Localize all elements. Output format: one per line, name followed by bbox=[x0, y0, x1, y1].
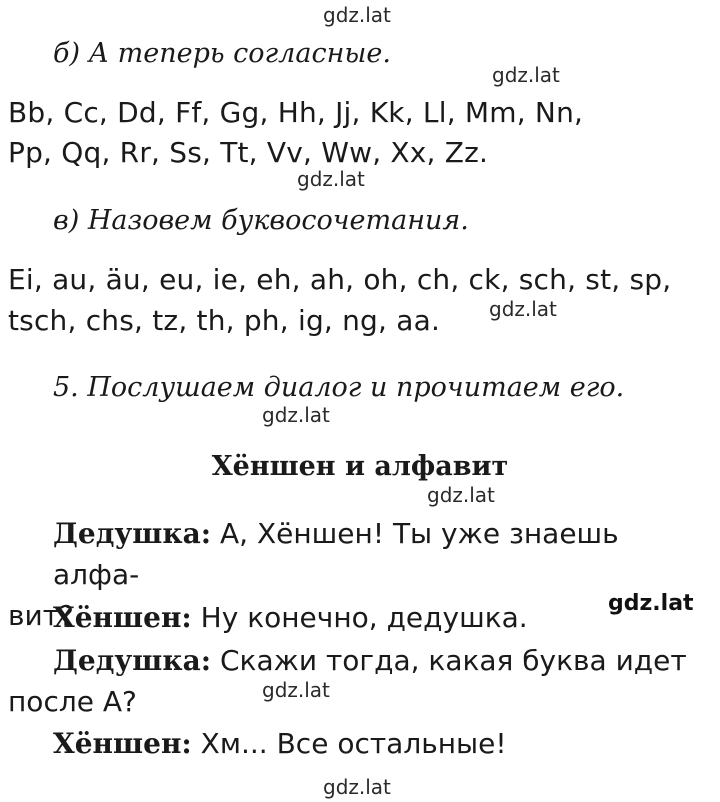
speaker-hoenschen: Хёншен: bbox=[53, 601, 192, 634]
watermark: gdz.lat bbox=[608, 591, 694, 616]
dialog-line-4 bbox=[8, 723, 708, 764]
dialog-line-3 bbox=[8, 640, 708, 722]
watermark: gdz.lat bbox=[262, 678, 330, 702]
dialog-line-2-first bbox=[8, 597, 708, 638]
dialog-line-4-first bbox=[8, 723, 708, 764]
watermark: gdz.lat bbox=[323, 775, 391, 799]
speaker-grandpa: Дедушка: bbox=[53, 644, 212, 677]
task-5-heading: 5. Послушаем диалог и прочитаем его. bbox=[53, 372, 625, 403]
dialog-text: А, Хёншен! Ты уже знаешь алфа- bbox=[53, 517, 619, 591]
dialog-line-3-first bbox=[8, 640, 708, 681]
section-v-heading: в) Назовем буквосочетания. bbox=[53, 205, 469, 236]
dialog-continuation: после А? bbox=[8, 685, 137, 718]
dialog-continuation: вит? bbox=[8, 599, 74, 632]
dialog-text: Хм... Все остальные! bbox=[191, 727, 507, 760]
dialog-line-2 bbox=[8, 597, 708, 638]
letter-combinations-line-1: Ei, au, äu, eu, ie, eh, ah, oh, ch, ck, sch, st, sp, bbox=[8, 263, 672, 296]
dialog-text: Скажи тогда, какая буква идет bbox=[211, 644, 687, 677]
dialog-line-1-first bbox=[8, 513, 708, 595]
watermark: gdz.lat bbox=[489, 297, 557, 321]
speaker-hoenschen: Хёншен: bbox=[53, 727, 192, 760]
dialog-title: Хёншен и алфавит bbox=[211, 451, 509, 482]
section-b-heading: б) А теперь согласные. bbox=[53, 38, 391, 69]
watermark: gdz.lat bbox=[492, 63, 560, 87]
consonants-line-2: Pp, Qq, Rr, Ss, Tt, Vv, Ww, Xx, Zz. bbox=[8, 136, 489, 169]
letter-combinations-line-2: tsch, chs, tz, th, ph, ig, ng, aa. bbox=[8, 304, 441, 337]
dialog-text: Ну конечно, дедушка. bbox=[191, 601, 528, 634]
watermark: gdz.lat bbox=[427, 483, 495, 507]
watermark: gdz.lat bbox=[323, 3, 391, 27]
watermark: gdz.lat bbox=[262, 403, 330, 427]
watermark: gdz.lat bbox=[297, 167, 365, 191]
consonants-line-1: Bb, Cc, Dd, Ff, Gg, Hh, Jj, Kk, Ll, Mm, Nn, bbox=[8, 96, 584, 129]
speaker-grandpa: Дедушка: bbox=[53, 517, 212, 550]
